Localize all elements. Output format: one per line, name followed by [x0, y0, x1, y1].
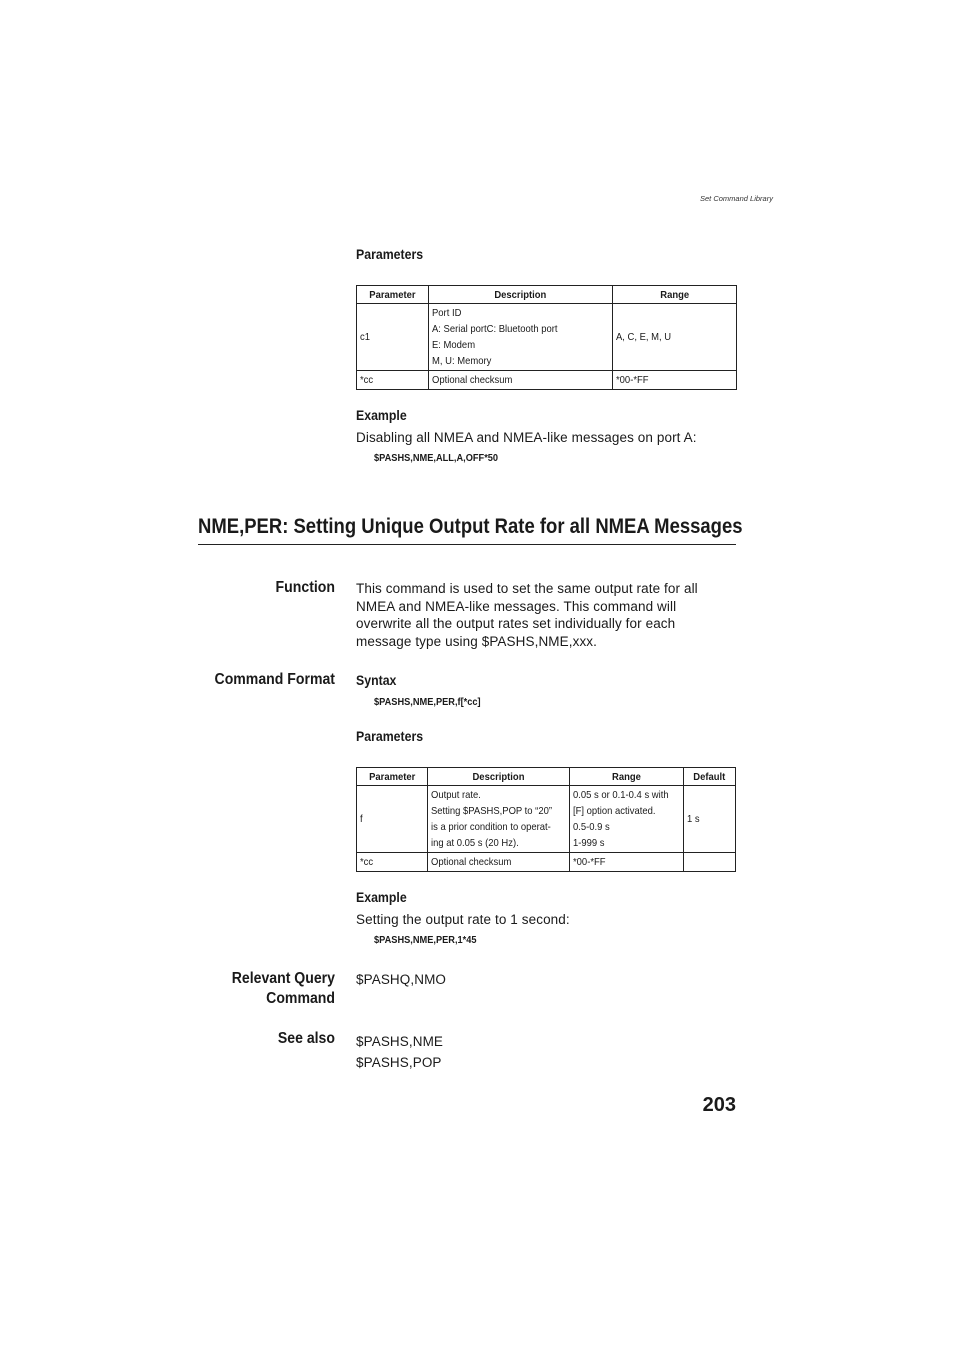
param-cell: *cc — [357, 853, 428, 872]
param-cell: *cc — [357, 371, 429, 390]
section-title: NME,PER: Setting Unique Output Rate for all NMEA Messages — [198, 515, 743, 538]
table-row — [357, 371, 737, 390]
example-code: $PASHS,NME,PER,1*45 — [374, 934, 477, 946]
see-also-heading: See also — [277, 1030, 335, 1047]
column-header: Range — [570, 768, 684, 786]
desc-cell: Optional checksum — [428, 853, 570, 872]
default-cell: 1 s — [684, 786, 736, 853]
column-header: Parameter — [357, 286, 429, 304]
column-header: Description — [428, 286, 612, 304]
example-text-top: Disabling all NMEA and NMEA-like messages on port A: — [356, 430, 697, 445]
parameters-heading-top: Parameters — [356, 246, 424, 262]
example-heading-top: Example — [356, 407, 407, 423]
function-description: This command is used to set the same output rate for all NMEA and NMEA-like messages. This command will overwrite all the output rates set individually for each message type using $PASHS,NME,xxx. — [356, 581, 698, 649]
desc-cell: Output rate. Setting $PASHS,POP to “20” is a prior condition to operat- ing at 0.05 s (20 Hz). — [428, 786, 570, 853]
table-row — [357, 786, 736, 853]
parameters-heading: Parameters — [356, 728, 424, 744]
table-header-row — [357, 768, 736, 786]
parameters-table-top — [356, 285, 737, 390]
syntax-code: $PASHS,NME,PER,f[*cc] — [374, 696, 481, 708]
param-cell: c1 — [357, 304, 429, 371]
range-cell: *00-*FF — [612, 371, 737, 390]
column-header: Description — [428, 768, 570, 786]
table-row — [357, 304, 737, 371]
command-format-heading: Command Format — [214, 671, 335, 688]
desc-cell: Port ID A: Serial portC: Bluetooth port E: Modem M, U: Memory — [428, 304, 612, 371]
range-cell: 0.05 s or 0.1-0.4 s with [F] option activated. 0.5-0.9 s 1-999 s — [570, 786, 684, 853]
column-header: Default — [684, 768, 736, 786]
range-cell: *00-*FF — [570, 853, 684, 872]
example-code-top: $PASHS,NME,ALL,A,OFF*50 — [374, 452, 499, 464]
column-header: Range — [612, 286, 737, 304]
page-number: 203 — [702, 1094, 736, 1116]
function-heading: Function — [275, 579, 335, 596]
relevant-query-value: $PASHQ,NMO — [356, 972, 447, 987]
see-also-item: $PASHS,POP — [356, 1055, 442, 1070]
default-cell — [684, 853, 736, 872]
parameters-table — [356, 767, 736, 872]
relevant-query-heading: Relevant Query Command — [231, 970, 335, 1007]
column-header: Parameter — [357, 768, 428, 786]
see-also-list — [356, 1031, 443, 1073]
example-text: Setting the output rate to 1 second: — [356, 912, 570, 927]
table-row — [357, 853, 736, 872]
see-also-item: $PASHS,NME — [356, 1034, 444, 1049]
running-header: Set Command Library — [700, 194, 773, 203]
param-cell: f — [357, 786, 428, 853]
table-header-row — [357, 286, 737, 304]
section-divider — [198, 544, 736, 545]
range-cell: A, C, E, M, U — [612, 304, 737, 371]
example-heading: Example — [356, 889, 407, 905]
syntax-heading: Syntax — [356, 672, 397, 688]
desc-cell: Optional checksum — [428, 371, 612, 390]
